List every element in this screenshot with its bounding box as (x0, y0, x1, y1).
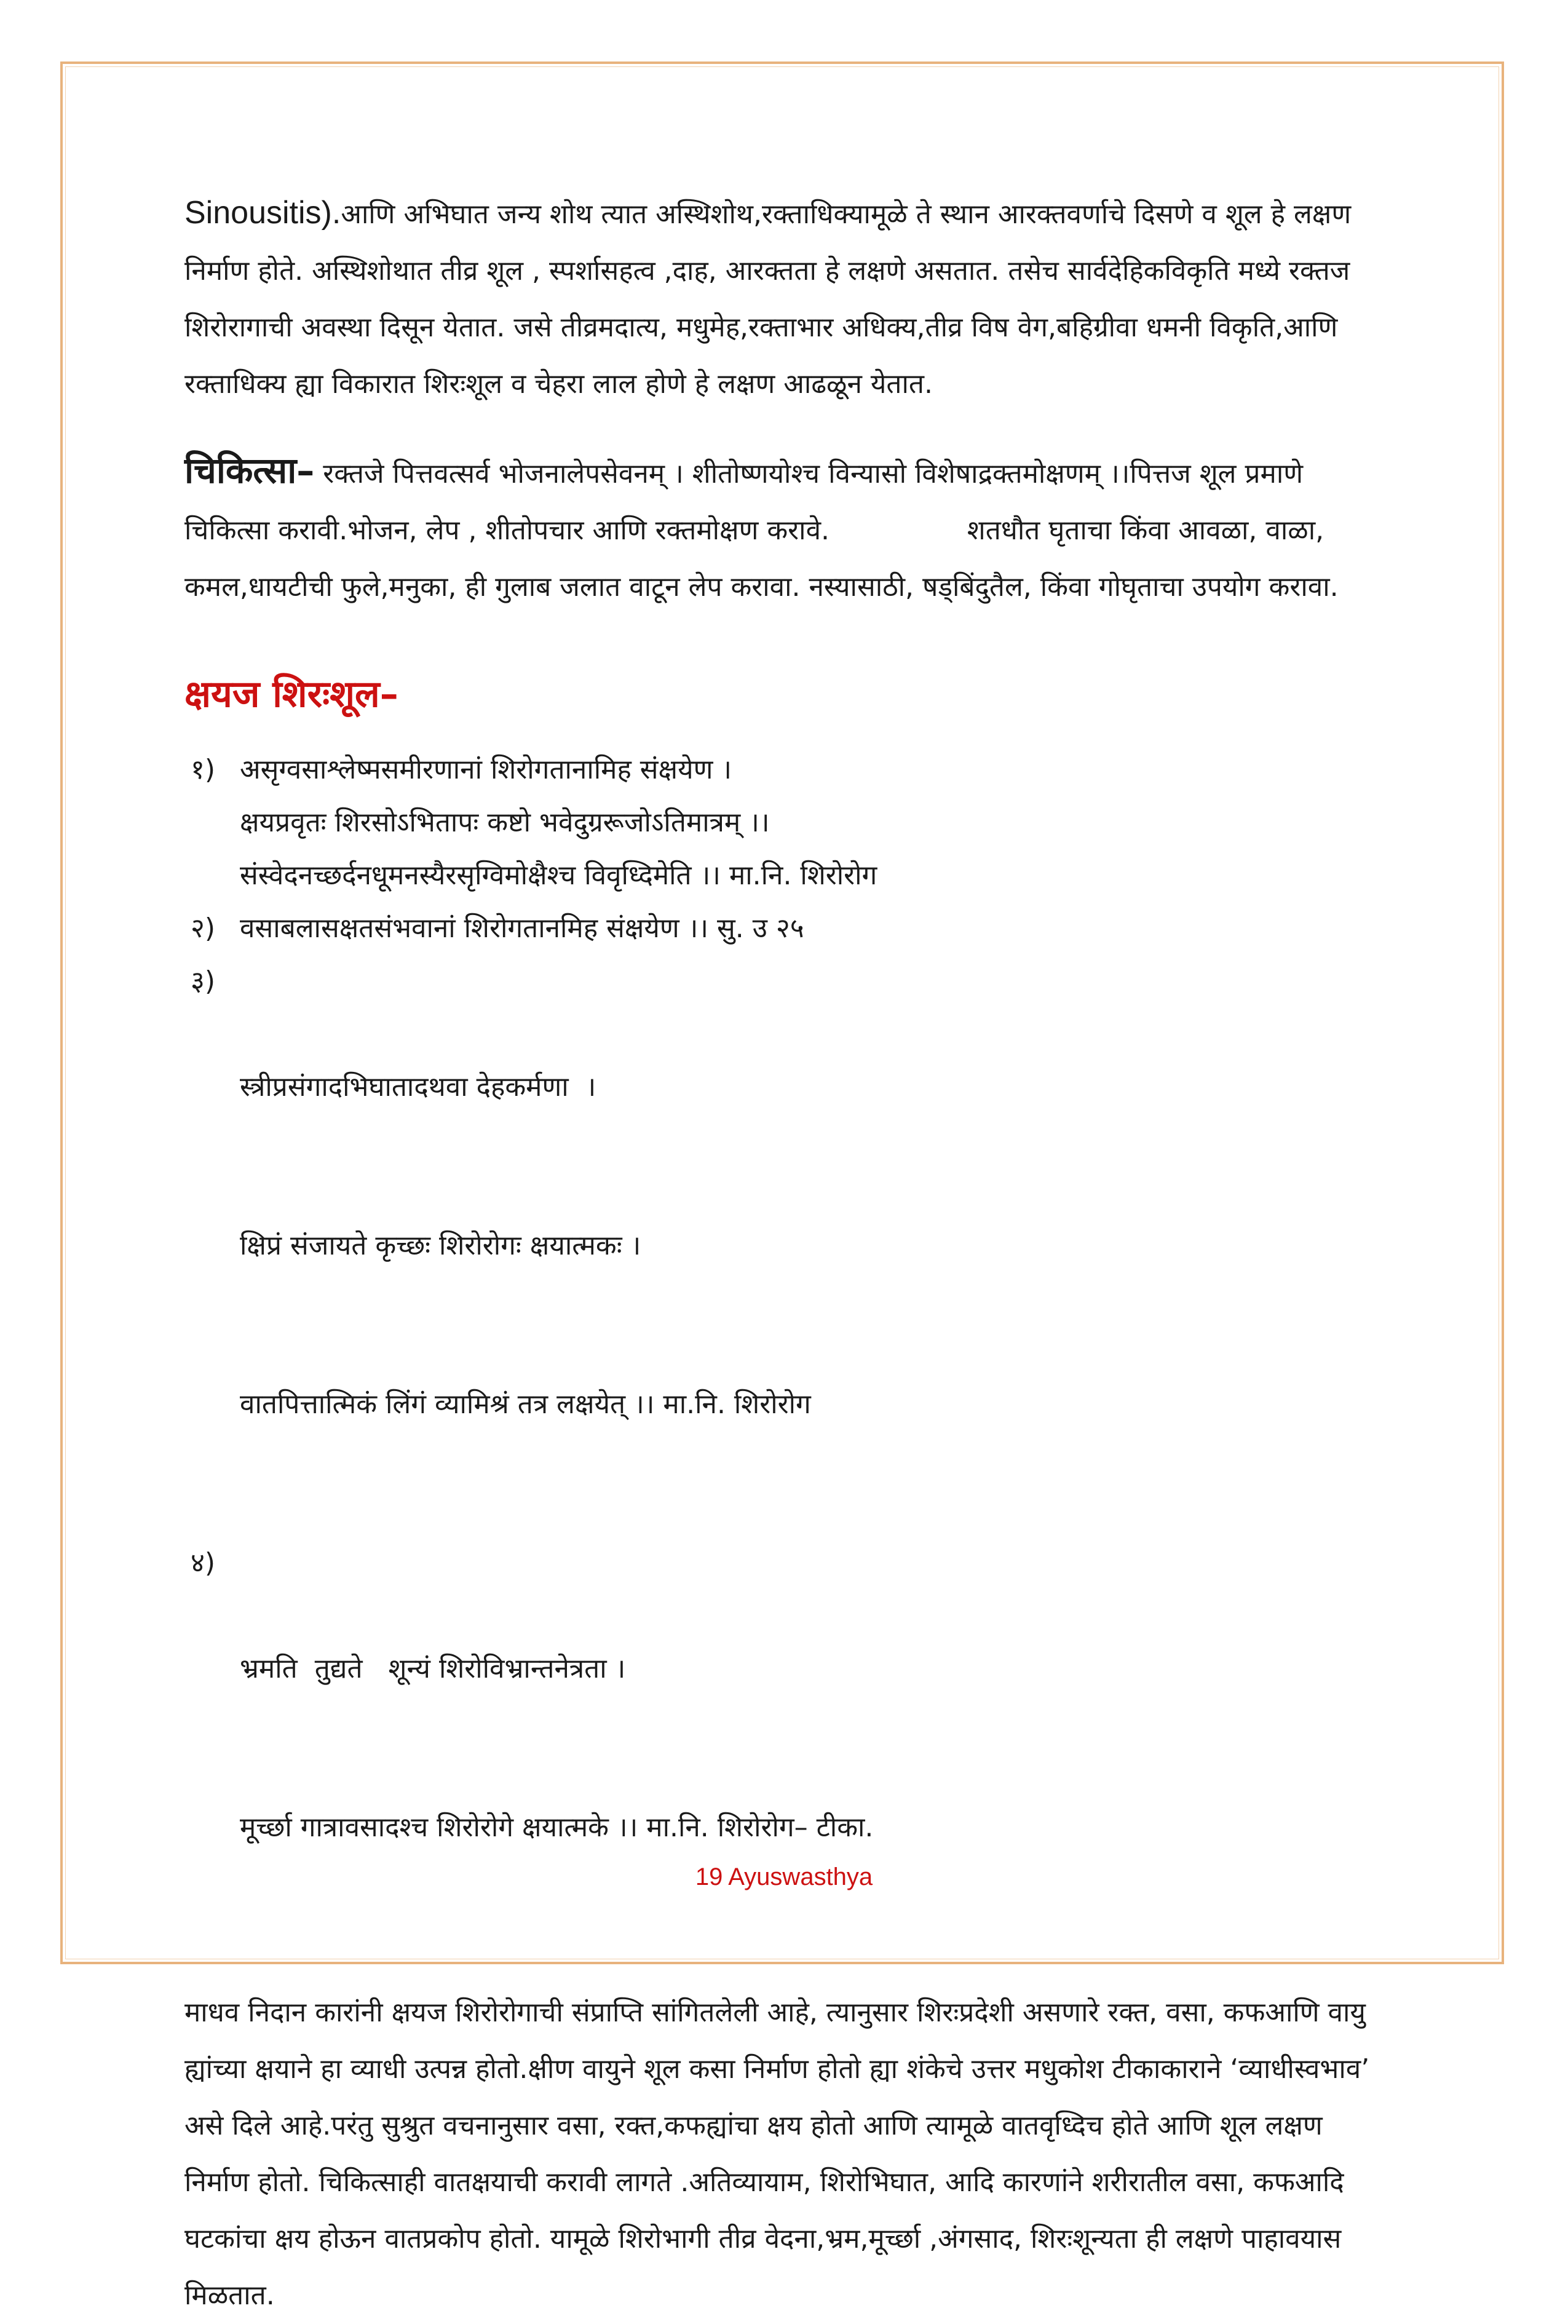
page-content (184, 184, 1390, 2324)
verse-number: १) (191, 754, 216, 785)
paragraph-chikitsa (184, 442, 1390, 616)
verse-item (184, 955, 1390, 1537)
verse-lines (240, 902, 1390, 955)
paragraph-intro (184, 184, 1390, 413)
intro-text: आणि अभिघात जन्य शोथ त्यात अस्थिशोथ,रक्ताधिक्यामूळे ते स्थान आरक्तवर्णाचे दिसणे व शूल हे लक्षण निर्माण होते. अस्थिशोथात तीव्र शूल , स्पर्शासहत्व ,दाह, आरक्तता हे लक्षणे असतात. तसेच सार्वदेहिकविकृति मध्ये रक्तज शिरोरागाची अवस्था दिसून येतात. जसे तीव्रमदात्य, मधुमेह,रक्ताभार अधिक्य,तीव्र विष वेग,बहिग्रीवा धमनी विकृति,आणि रक्ताधिक्य ह्या विकारात शिरःशूल व चेहरा लाल होणे हे लक्षण आढळून येतात. (184, 199, 1352, 400)
verse-list (184, 744, 1390, 1960)
verse-number: २) (191, 913, 216, 944)
kshayaj-heading: क्षयज शिरःशूल– (184, 673, 398, 716)
verse-line: मूर्च्छा गात्रावसादश्च शिरोरोगे क्षयात्मके ।। मा.नि. शिरोरोग– टीका. (240, 1812, 874, 1843)
verse-line: संस्वेदनच्छर्दनधूमनस्यैरसृग्विमोक्षैश्च विवृध्दिमेति ।। मा.नि. शिरोरोग (240, 860, 877, 891)
chikitsa-text: रक्तजे पित्तवत्सर्व भोजनालेपसेवनम् । शीतोष्णयोश्च विन्यासो विशेषाद्रक्तमोक्षणम् ।।पित्तज शूल प्रमाणे चिकित्सा करावी.भोजन, लेप , शीतोपचार आणि रक्तमोक्षण करावे. शतधौत घृताचा किंवा आवळा, वाळा, कमल,धायटीची फुले,मनुका, ही गुलाब जलात वाटून लेप करावा. नस्यासाठी, षड्बिंदुतैल, किंवा गोघृताचा उपयोग करावा. (184, 458, 1339, 603)
verse-line: वातपित्तात्मिकं लिंगं व्यामिश्रं तत्र लक्षयेत् ।। मा.नि. शिरोरोग (240, 1389, 811, 1420)
verse-item (184, 744, 1390, 902)
verse-line: वसाबलासक्षतसंभवानां शिरोगतानमिह संक्षयेण ।। सु. उ २५ (240, 913, 804, 944)
page-footer: 19 Ayuswasthya (695, 1863, 873, 1890)
verse-number: ३) (191, 966, 216, 997)
verse-line: क्षयप्रवृतः शिरसोऽभितापः कष्टो भवेदुग्ररूजोऽतिमात्रम् ।। (240, 807, 770, 838)
verse-number: ४) (191, 1547, 216, 1579)
paragraph-madhav: माधव निदान कारांनी क्षयज शिरोरोगाची संप्राप्ति सांगितलेली आहे, त्यानुसार शिरःप्रदेशी असणारे रक्त, वसा, कफआणि वायु ह्यांच्या क्षयाने हा व्याधी उत्पन्न होतो.क्षीण वायुने शूल कसा निर्माण होतो ह्या शंकेचे उत्तर मधुकोश टीकाकाराने ‘व्याधीस्वभाव’ असे दिले आहे.परंतु सुश्रुत वचनानुसार वसा, रक्त,कफह्यांचा क्षय होतो आणि त्यामूळे वातवृध्दिच होते आणि शूल लक्षण निर्माण होतो. चिकित्साही वातक्षयाची करावी लागते .अतिव्यायाम, शिरोभिघात, आदि कारणांने शरीरातील वसा, कफआदि घटकांचा क्षय होऊन वातप्रकोप होतो. यामूळे शिरोभागी तीव्र वेदना,भ्रम,मूर्च्छा ,अंगसाद, शिरःशून्यता ही लक्षणे पाहावयास मिळतात. (184, 1997, 1370, 2311)
verse-line: स्त्रीप्रसंगादभिघातादथवा देहकर्मणा । (240, 1071, 596, 1103)
verse-line: क्षिप्रं संजायते कृच्छः शिरोरोगः क्षयात्मकः । (240, 1230, 641, 1261)
verse-lines (240, 744, 1390, 902)
intro-lead-word: Sinousitis). (184, 195, 341, 231)
verse-lines (240, 955, 1390, 1537)
chikitsa-heading: चिकित्सा– (184, 450, 315, 491)
verse-line: असृग्वसाश्लेष्मसमीरणानां शिरोगतानामिह संक्षयेण । (240, 754, 732, 785)
verse-item (184, 1537, 1390, 1960)
verse-line: भ्रमति तुद्यते शून्यं शिरोविभ्रान्तनेत्रता । (240, 1653, 626, 1684)
verse-item (184, 902, 1390, 955)
verse-lines (240, 1537, 1390, 1960)
